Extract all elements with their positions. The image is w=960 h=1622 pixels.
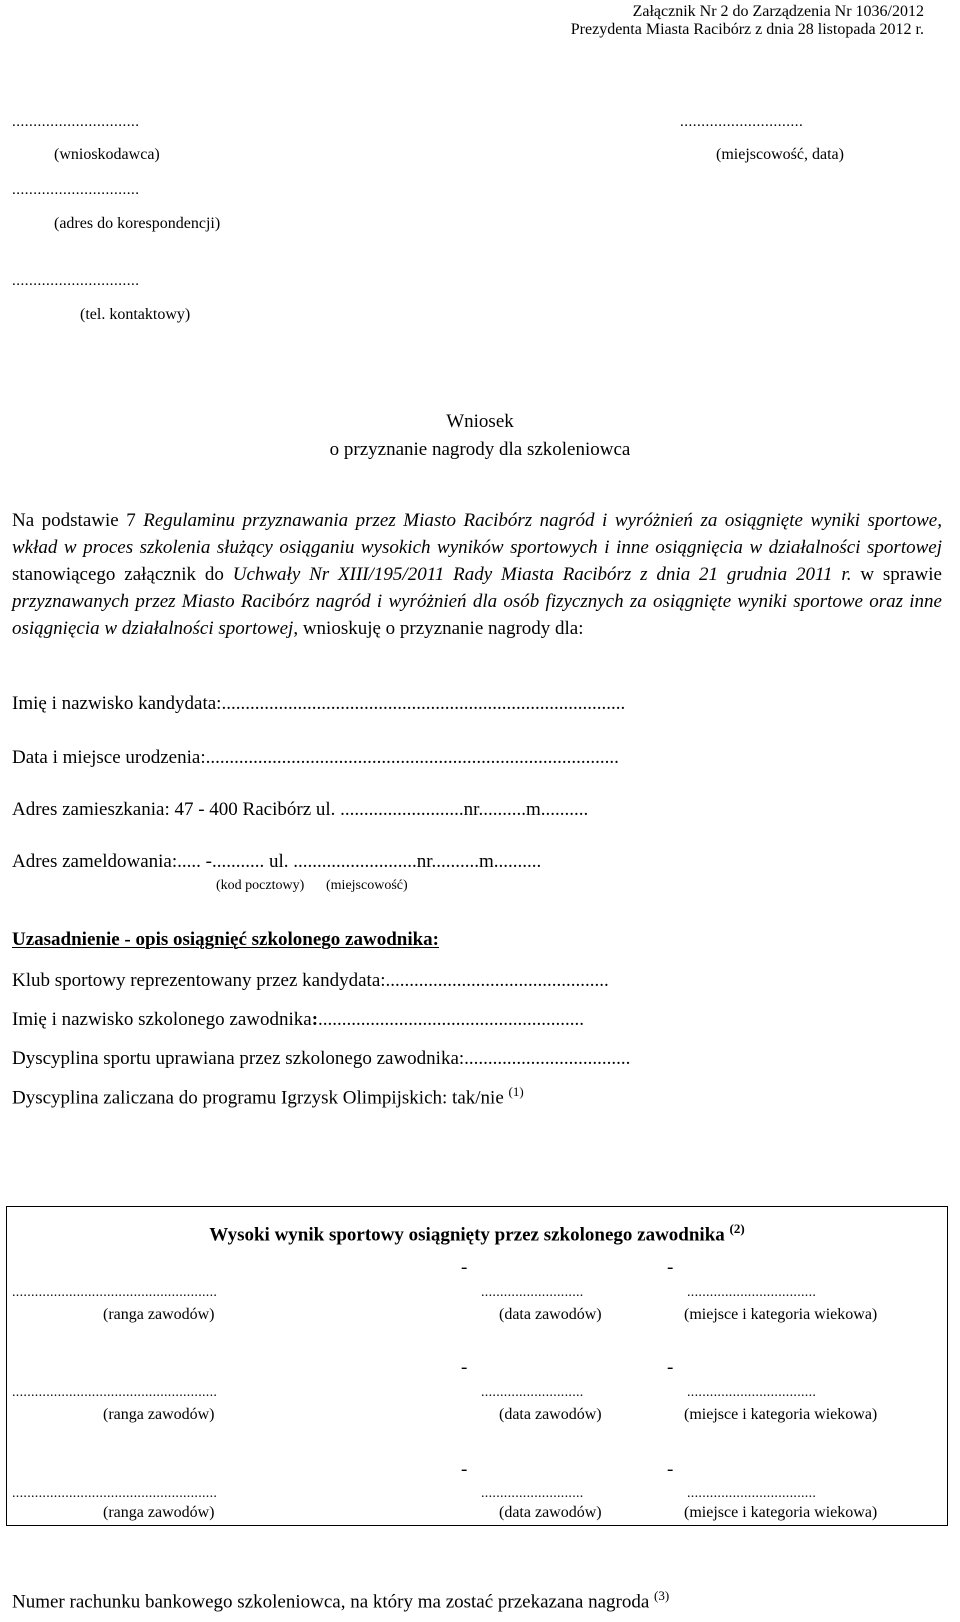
applicant-name-caption: (wnioskodawca) (54, 146, 160, 163)
intro-regulation: Regulaminu przyznawania przez Miasto Racibórz nagród i wyróżnień za osiągnięte wyniki sportowe, wkład w proces szkolenia służący osiąganiu wysokich wyników sportowych i inne osiągnięcia w działalności sportowej (12, 510, 942, 558)
bank-footnote-ref: (3) (654, 1588, 670, 1603)
date-field[interactable]: ........................... (481, 1285, 584, 1300)
date-dash: - (461, 1357, 468, 1378)
postal-code-caption: (kod pocztowy) (216, 878, 305, 893)
results-box-title (7, 1221, 947, 1246)
place-date-caption: (miejscowość, data) (716, 146, 844, 163)
place-field[interactable]: .................................. (687, 1285, 817, 1300)
applicant-phone-caption: (tel. kontaktowy) (80, 306, 191, 323)
place-caption: (miejsce i kategoria wiekowa) (684, 1504, 878, 1521)
athlete-name-field[interactable] (12, 1009, 584, 1031)
candidate-registration-field[interactable]: Adres zameldowania:..... -........... ul. ..........................nr..........m.......... (12, 851, 542, 872)
rank-field[interactable]: ...................................................... (12, 1385, 218, 1400)
date-field[interactable]: ........................... (481, 1385, 584, 1400)
candidate-birth-field[interactable]: Data i miejsce urodzenia:....................................................................................... (12, 747, 619, 768)
attachment-header-line2: Prezydenta Miasta Racibórz z dnia 28 listopada 2012 r. (570, 21, 924, 38)
intro-part5: w sprawie (851, 564, 942, 585)
date-dash: - (461, 1459, 468, 1480)
applicant-phone-field[interactable]: .............................. (12, 273, 140, 289)
olympic-label: Dyscyplina zaliczana do programu Igrzysk Olimpijskich: tak/nie (12, 1087, 509, 1109)
results-box-title-text: Wysoki wynik sportowy osiągnięty przez szkolonego zawodnika (209, 1224, 730, 1246)
date-dash: - (667, 1257, 674, 1278)
place-caption: (miejsce i kategoria wiekowa) (684, 1406, 878, 1423)
date-field[interactable]: ........................... (481, 1486, 584, 1501)
rank-caption: (ranga zawodów) (103, 1406, 215, 1423)
bank-account-text: Numer rachunku bankowego szkoleniowca, na który ma zostać przekazana nagroda (12, 1591, 655, 1613)
justification-heading (12, 929, 439, 951)
athlete-name-dots: ........................................................ (318, 1009, 585, 1030)
justification-heading-text: Uzasadnienie - opis osiągnięć szkolonego zawodnika: (12, 929, 440, 950)
place-field[interactable]: .................................. (687, 1486, 817, 1501)
place-caption: (miejsce i kategoria wiekowa) (684, 1306, 878, 1323)
rank-caption: (ranga zawodów) (103, 1306, 215, 1323)
place-field[interactable]: .................................. (687, 1385, 817, 1400)
applicant-name-field[interactable]: .............................. (12, 114, 140, 130)
place-date-field[interactable]: ............................. (680, 114, 804, 130)
athlete-name-colon: : (311, 1009, 319, 1030)
results-footnote-ref: (2) (729, 1221, 745, 1236)
intro-part7: , wnioskuję o przyznanie nagrody dla: (293, 618, 584, 639)
attachment-header-line1: Załącznik Nr 2 do Zarządzenia Nr 1036/2012 (632, 3, 924, 20)
club-field[interactable]: Klub sportowy reprezentowany przez kandydata:............................................... (12, 970, 609, 991)
date-caption: (data zawodów) (499, 1306, 602, 1323)
date-caption: (data zawodów) (499, 1504, 602, 1521)
rank-caption: (ranga zawodów) (103, 1504, 215, 1521)
form-subtitle: o przyznanie nagrody dla szkoleniowca (329, 439, 631, 460)
intro-resolution: Uchwały Nr XIII/195/2011 Rady Miasta Racibórz z dnia 21 grudnia 2011 r. (232, 564, 852, 585)
bank-account-label (12, 1588, 669, 1613)
intro-subject: przyznawanych przez Miasto Racibórz nagród i wyróżnień dla osób fizycznych za osiągnięte wyniki sportowe oraz inne osiągnięcia w działalności sportowej (12, 591, 942, 639)
results-box (6, 1206, 948, 1526)
candidate-residence-field[interactable]: Adres zamieszkania: 47 - 400 Racibórz ul. ..........................nr..........m.......... (12, 799, 589, 820)
intro-paragraph (12, 507, 942, 642)
discipline-field[interactable]: Dyscyplina sportu uprawiana przez szkolonego zawodnika:................................... (12, 1048, 631, 1069)
applicant-address-caption: (adres do korespondencji) (54, 215, 221, 232)
form-title: Wniosek (446, 411, 514, 432)
athlete-name-label: Imię i nazwisko szkolonego zawodnika (12, 1009, 312, 1030)
city-caption: (miejscowość) (326, 878, 408, 893)
date-dash: - (667, 1459, 674, 1480)
olympic-footnote-ref: (1) (508, 1084, 524, 1099)
candidate-name-field[interactable]: Imię i nazwisko kandydata:..................................................................................... (12, 693, 626, 714)
date-caption: (data zawodów) (499, 1406, 602, 1423)
date-dash: - (461, 1257, 468, 1278)
intro-part1: Na podstawie 7 (12, 510, 144, 531)
applicant-address-field[interactable]: .............................. (12, 182, 140, 198)
rank-field[interactable]: ...................................................... (12, 1486, 218, 1501)
intro-part3: stanowiącego załącznik do (12, 564, 233, 585)
rank-field[interactable]: ...................................................... (12, 1285, 218, 1300)
olympic-field[interactable] (12, 1084, 524, 1109)
date-dash: - (667, 1357, 674, 1378)
